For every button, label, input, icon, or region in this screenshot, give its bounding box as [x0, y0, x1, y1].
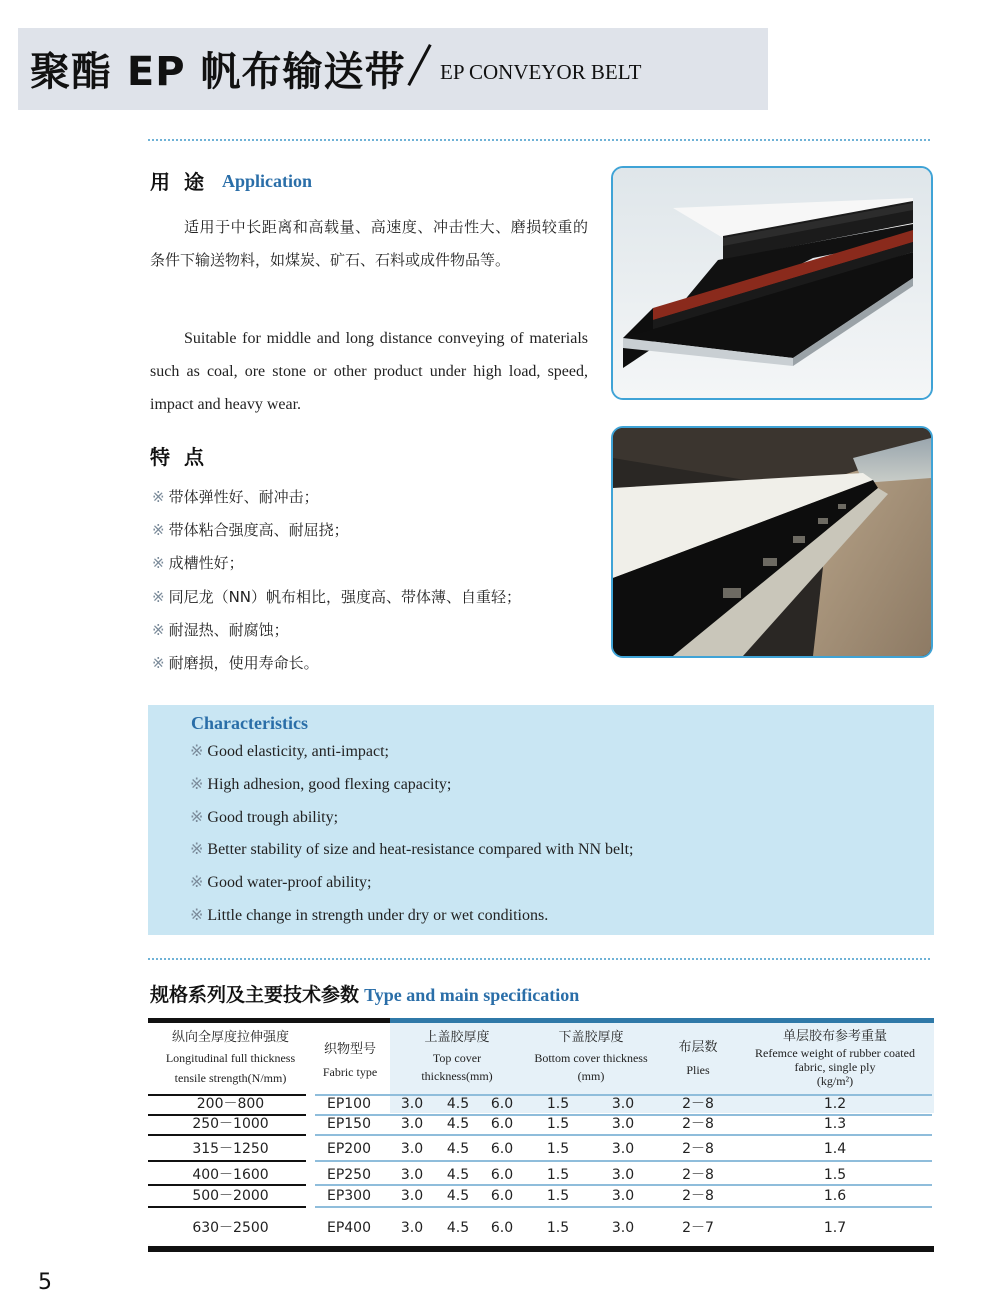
- table-cell-top: 3.0: [400, 1167, 424, 1183]
- table-cell-top: 4.5: [446, 1096, 470, 1112]
- table-cell-bottom: 1.5: [546, 1141, 570, 1157]
- table-cell-weight: 1.4: [823, 1141, 847, 1157]
- table-cell-top: 6.0: [490, 1141, 514, 1157]
- table-cell-top: 6.0: [490, 1220, 514, 1236]
- characteristics-box: [148, 705, 934, 935]
- list-item: ※ High adhesion, good flexing capacity;: [190, 775, 452, 793]
- spec-heading-cn: 规格系列及主要技术参数: [150, 984, 360, 1006]
- features-list: [152, 481, 521, 680]
- features-heading-cn: 特点: [150, 445, 218, 469]
- dotted-divider: [148, 139, 930, 141]
- application-heading-en: Application: [222, 171, 313, 191]
- table-cell-fabric: EP300: [326, 1188, 371, 1204]
- list-item: ※ 耐磨损，使用寿命长。: [152, 653, 319, 672]
- table-cell-weight: 1.3: [823, 1116, 847, 1132]
- list-item: ※ Better stability of size and heat-resistance compared with NN belt;: [190, 841, 634, 859]
- table-bottom-rule: [148, 1246, 934, 1252]
- table-cell-plies: 2－8: [682, 1141, 714, 1157]
- table-cell-bottom: 3.0: [611, 1220, 635, 1236]
- table-row: [148, 1094, 934, 1114]
- list-item: ※ Little change in strength under dry or wet conditions.: [190, 906, 549, 924]
- table-cell-top: 3.0: [400, 1188, 424, 1204]
- col-header-weight: 单层胶布参考重量 Refemce weight of rubber coated fabric, single ply (kg/m²): [755, 1029, 915, 1088]
- spec-heading: [150, 980, 579, 1007]
- table-cell-bottom: 1.5: [546, 1096, 570, 1112]
- characteristics-heading: Characteristics: [191, 713, 308, 733]
- table-cell-fabric: EP400: [326, 1220, 371, 1236]
- table-cell-weight: 1.6: [823, 1188, 847, 1204]
- page-title-cn: 聚酯 EP 帆布输送带: [30, 49, 406, 95]
- col-header-plies: 布层数 Plies: [678, 1040, 718, 1077]
- table-row: [148, 1114, 934, 1134]
- table-cell-top: 4.5: [446, 1116, 470, 1132]
- table-row: [148, 1165, 934, 1185]
- page-number: 5: [38, 1270, 52, 1295]
- list-item: ※ 耐湿热、耐腐蚀；: [152, 620, 289, 639]
- table-cell-top: 6.0: [490, 1096, 514, 1112]
- table-cell-top: 3.0: [400, 1096, 424, 1112]
- table-cell-bottom: 3.0: [611, 1188, 635, 1204]
- col-header-tensile: 纵向全厚度拉伸强度 Longitudinal full thickness tensile strength(N/mm): [165, 1030, 296, 1085]
- table-cell-tensile: 200－800: [196, 1096, 265, 1112]
- table-cell-fabric: EP250: [326, 1167, 371, 1183]
- table-cell-plies: 2－7: [682, 1220, 714, 1236]
- table-cell-fabric: EP100: [326, 1096, 371, 1112]
- table-cell-fabric: EP200: [326, 1141, 371, 1157]
- application-text-en: Suitable for middle and long distance conveying of materials such as coal, ore stone or other product under high load, speed, impact and heavy wear.: [150, 330, 588, 413]
- table-cell-plies: 2－8: [682, 1188, 714, 1204]
- table-cell-top: 4.5: [446, 1220, 470, 1236]
- table-cell-bottom: 1.5: [546, 1188, 570, 1204]
- table-row: [148, 1139, 934, 1159]
- table-cell-weight: 1.7: [823, 1220, 847, 1236]
- conveyor-belt-image: [611, 426, 933, 658]
- table-cell-tensile: 500－2000: [192, 1188, 269, 1204]
- table-cell-bottom: 3.0: [611, 1167, 635, 1183]
- table-cell-tensile: 630－2500: [192, 1220, 269, 1236]
- table-cell-tensile: 400－1600: [192, 1167, 269, 1183]
- list-item: ※ Good water-proof ability;: [190, 874, 372, 892]
- col-header-top-cover: 上盖胶厚度 Top cover thickness(mm): [421, 1030, 493, 1083]
- table-cell-top: 3.0: [400, 1141, 424, 1157]
- list-item: ※ 带体弹性好、耐冲击；: [152, 488, 319, 506]
- table-row: [148, 1186, 934, 1206]
- table-cell-bottom: 3.0: [611, 1116, 635, 1132]
- characteristics-list: [190, 736, 633, 933]
- table-cell-plies: 2－8: [682, 1096, 714, 1112]
- application-text-cn: 适用于中长距离和高载量、高速度、冲击性大、磨损较重的条件下输送物料，如煤炭、矿石、石料或成件物品等。: [150, 218, 588, 269]
- application-heading-cn: 用途: [150, 170, 218, 194]
- belt-cross-section-image: [611, 166, 933, 400]
- table-cell-bottom: 3.0: [611, 1141, 635, 1157]
- list-item: ※ 成槽性好；: [152, 554, 244, 573]
- col-header-bottom-cover: 下盖胶厚度 Bottom cover thickness (mm): [534, 1030, 648, 1083]
- table-cell-top: 3.0: [400, 1116, 424, 1132]
- table-cell-weight: 1.5: [823, 1167, 847, 1183]
- table-cell-top: 3.0: [400, 1220, 424, 1236]
- table-cell-top: 6.0: [490, 1188, 514, 1204]
- list-item: ※ Good trough ability;: [190, 808, 339, 826]
- list-item: ※ 带体粘合强度高、耐屈挠；: [152, 521, 349, 540]
- list-item: ※ Good elasticity, anti-impact;: [190, 743, 389, 760]
- table-cell-weight: 1.2: [823, 1096, 847, 1112]
- table-cell-fabric: EP150: [326, 1116, 371, 1132]
- table-cell-bottom: 1.5: [546, 1220, 570, 1236]
- table-cell-tensile: 250－1000: [192, 1116, 269, 1132]
- table-cell-bottom: 1.5: [546, 1116, 570, 1132]
- table-cell-top: 6.0: [490, 1116, 514, 1132]
- table-top-rule: [148, 1018, 934, 1023]
- table-cell-plies: 2－8: [682, 1116, 714, 1132]
- table-row: [148, 1218, 934, 1238]
- table-cell-top: 4.5: [446, 1167, 470, 1183]
- table-cell-bottom: 3.0: [611, 1096, 635, 1112]
- table-cell-top: 6.0: [490, 1167, 514, 1183]
- spec-heading-en: Type and main specification: [364, 985, 580, 1005]
- dotted-divider: [148, 958, 930, 960]
- table-cell-top: 4.5: [446, 1141, 470, 1157]
- col-header-fabric: 织物型号 Fabric type: [322, 1042, 378, 1079]
- table-cell-plies: 2－8: [682, 1167, 714, 1183]
- table-cell-bottom: 1.5: [546, 1167, 570, 1183]
- table-cell-tensile: 315－1250: [192, 1141, 269, 1157]
- list-item: ※ 同尼龙（NN）帆布相比，强度高、带体薄、自重轻；: [152, 587, 522, 606]
- page-title-en: EP CONVEYOR BELT: [440, 60, 642, 84]
- table-cell-top: 4.5: [446, 1188, 470, 1204]
